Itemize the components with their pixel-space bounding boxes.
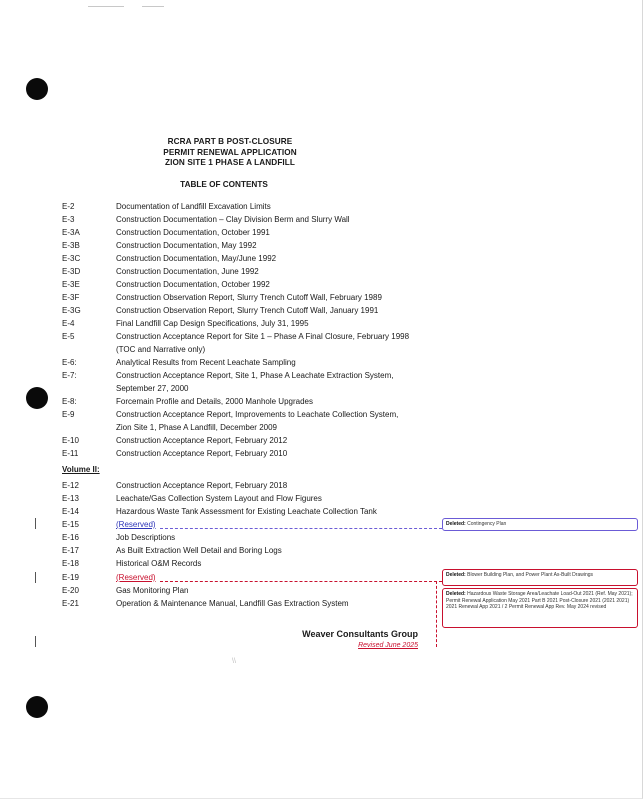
toc-desc: Construction Observation Report, Slurry Trench Cutoff Wall, January 1991: [116, 306, 379, 315]
toc-desc-reserved: (Reserved): [116, 573, 156, 582]
change-bar: [35, 518, 36, 529]
toc-code: E-10: [62, 436, 79, 445]
toc-desc: Construction Acceptance Report, February 2010: [116, 449, 288, 458]
binder-hole-bottom: [26, 696, 48, 718]
toc-code: E-8:: [62, 397, 77, 406]
toc-desc-reserved: (Reserved): [116, 520, 156, 529]
toc-desc: Hazardous Waste Tank Assessment for Existing Leachate Collection Tank: [116, 507, 377, 516]
toc-desc: Analytical Results from Recent Leachate Sampling: [116, 358, 296, 367]
toc-desc: Construction Documentation, May 1992: [116, 241, 257, 250]
toc-code: E-19: [62, 573, 79, 582]
toc-desc: Operation & Maintenance Manual, Landfill Gas Extraction System: [116, 599, 349, 608]
comment-leader: [160, 528, 442, 529]
toc-desc: Construction Documentation, October 1992: [116, 280, 270, 289]
toc-desc: Job Descriptions: [116, 533, 176, 542]
toc-code: E-3C: [62, 254, 81, 263]
comment-leader: [160, 581, 442, 582]
toc-code: E-20: [62, 586, 79, 595]
toc-desc: Construction Observation Report, Slurry Trench Cutoff Wall, February 1989: [116, 293, 382, 302]
toc-desc: (TOC and Narrative only): [116, 345, 206, 354]
toc-desc: Gas Monitoring Plan: [116, 586, 189, 595]
header-line-2: PERMIT RENEWAL APPLICATION: [163, 147, 297, 157]
toc-desc: Forcemain Profile and Details, 2000 Manhole Upgrades: [116, 397, 313, 406]
binder-hole-middle: [26, 387, 48, 409]
scan-artifact: \\: [232, 658, 236, 665]
toc-code: E-6:: [62, 358, 77, 367]
toc-code: E-18: [62, 559, 79, 568]
toc-code: E-3G: [62, 306, 81, 315]
toc-desc: Construction Acceptance Report for Site 1 – Phase A Final Closure, February 1998: [116, 332, 410, 341]
header-line-3: ZION SITE 1 PHASE A LANDFILL: [164, 158, 295, 167]
header-line-1: RCRA PART B POST-CLOSURE: [167, 137, 293, 146]
toc-desc: Documentation of Landfill Excavation Limits: [116, 202, 271, 211]
toc-code: E-9: [62, 410, 75, 419]
footer-company: Weaver Consultants Group: [302, 629, 418, 639]
toc-desc: Zion Site 1, Phase A Landfill, December 2009: [116, 423, 277, 432]
scan-artifact: [88, 6, 124, 7]
toc-code: E-4: [62, 319, 75, 328]
toc-code: E-3: [62, 215, 75, 224]
toc-desc: Leachate/Gas Collection System Layout and Flow Figures: [116, 494, 322, 503]
toc-code: E-12: [62, 481, 79, 490]
comment-text: Hazardous Waste Storage Area/Leachate Load-Out 2021 (Ref. May 2021); Permit Renewal Application May 2021 Part B 2021 Post-Closure 2021 (2021 2021) 2021 Renewal App 2021 / 2 Permit Renewal App Rev. May 2024 revised: [446, 591, 633, 610]
toc-desc: Construction Acceptance Report, Site 1, Phase A Leachate Extraction System,: [116, 371, 394, 380]
toc-desc: Construction Documentation – Clay Division Berm and Slurry Wall: [116, 215, 350, 224]
document-header: [0, 137, 460, 169]
toc-code: E-17: [62, 546, 79, 555]
toc-code: E-16: [62, 533, 79, 542]
toc-code: E-3E: [62, 280, 80, 289]
toc-desc: Construction Documentation, May/June 1992: [116, 254, 277, 263]
binder-hole-top: [26, 78, 48, 100]
deleted-comment-balloon[interactable]: [442, 569, 638, 586]
toc-desc: Construction Acceptance Report, February 2012: [116, 436, 288, 445]
toc-code: E-3A: [62, 228, 80, 237]
change-bar: [35, 572, 36, 583]
toc-desc: Construction Acceptance Report, Improvements to Leachate Collection System,: [116, 410, 399, 419]
volume-heading: Volume II:: [62, 465, 100, 474]
toc-code: E-11: [62, 449, 79, 458]
toc-code: E-7:: [62, 371, 77, 380]
toc-code: E-3B: [62, 241, 80, 250]
comment-text: Blower Building Plan, and Power Plant As-Built Drawings: [467, 572, 594, 578]
toc-desc: Construction Documentation, June 1992: [116, 267, 259, 276]
change-bar: [35, 636, 36, 647]
toc-desc: Historical O&M Records: [116, 559, 202, 568]
comment-label: Deleted:: [446, 521, 466, 527]
toc-code: E-5: [62, 332, 75, 341]
toc-code: E-21: [62, 599, 79, 608]
toc-code: E-15: [62, 520, 79, 529]
toc-title: TABLE OF CONTENTS: [180, 180, 268, 189]
comment-text: Contingency Plan: [467, 521, 507, 527]
toc-code: E-14: [62, 507, 79, 516]
toc-code: E-3D: [62, 267, 81, 276]
deleted-comment-balloon[interactable]: [442, 588, 638, 628]
comment-label: Deleted:: [446, 591, 466, 597]
toc-code: E-2: [62, 202, 75, 211]
toc-desc: Construction Acceptance Report, February 2018: [116, 481, 288, 490]
toc-desc: Construction Documentation, October 1991: [116, 228, 270, 237]
comment-label: Deleted:: [446, 572, 466, 578]
deleted-comment-balloon[interactable]: [442, 518, 638, 531]
toc-desc: As Built Extraction Well Detail and Boring Logs: [116, 546, 282, 555]
scan-artifact: [142, 6, 164, 7]
footer-revision-date: Revised June 2025: [358, 642, 418, 649]
toc-desc: September 27, 2000: [116, 384, 189, 393]
toc-code: E-13: [62, 494, 79, 503]
toc-desc: Final Landfill Cap Design Specifications, July 31, 1995: [116, 319, 309, 328]
toc-code: E-3F: [62, 293, 80, 302]
comment-leader: [436, 581, 437, 647]
